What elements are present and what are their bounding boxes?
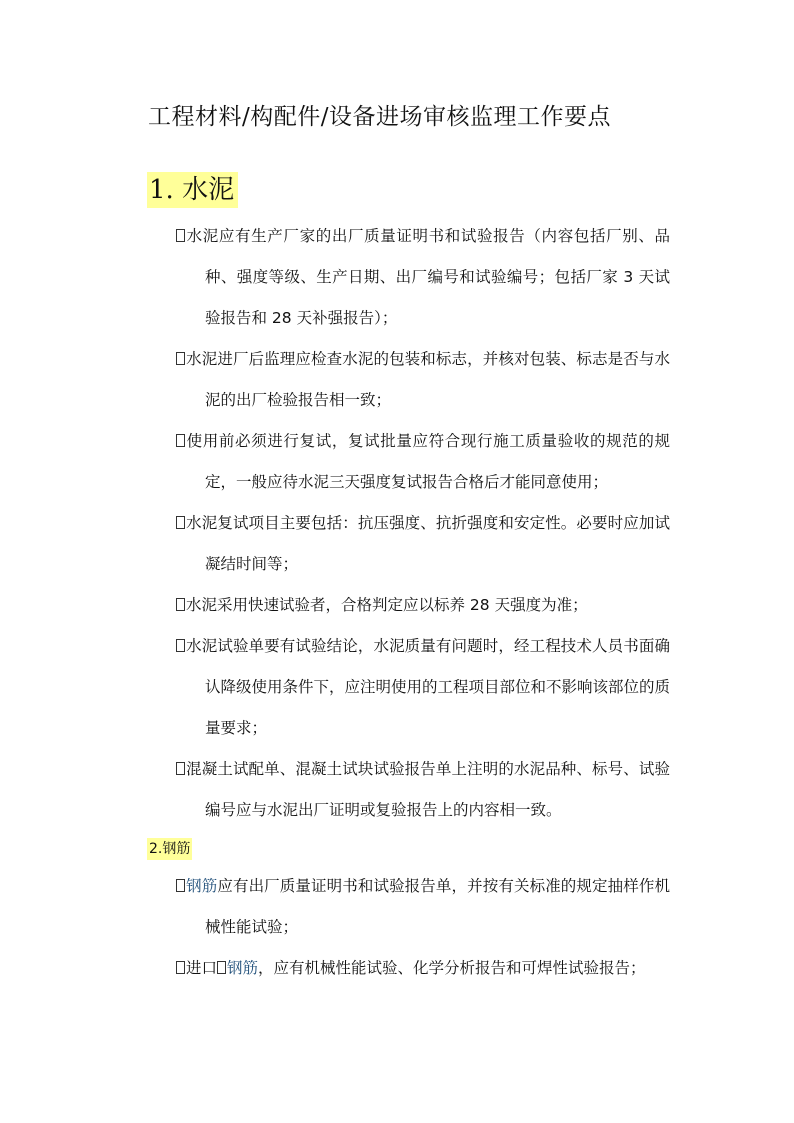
checkbox-icon [176, 598, 185, 611]
section-heading-cement: 1. 水泥 [147, 172, 238, 208]
checkbox-icon [176, 434, 185, 447]
steel-keyword-link[interactable]: 钢筋 [186, 877, 218, 895]
section-heading-steel: 2.钢筋 [147, 838, 192, 860]
list-item [176, 948, 670, 989]
checkbox-icon [217, 961, 226, 974]
checkbox-icon [176, 516, 185, 529]
list-item-text: 水泥进厂后监理应检查水泥的包装和标志，并核对包装、标志是否与水泥的出厂检验报告相一致； [186, 350, 670, 409]
checkbox-icon [176, 961, 185, 974]
checkbox-icon [176, 879, 185, 892]
list-item [176, 503, 670, 585]
list-item [176, 585, 670, 626]
list-item-text: 水泥试验单要有试验结论，水泥质量有问题时，经工程技术人员书面确认降级使用条件下，应注明使用的工程项目部位和不影响该部位的质量要求； [186, 637, 671, 737]
list-item-text: 水泥复试项目主要包括：抗压强度、抗折强度和安定性。必要时应加试凝结时间等； [186, 514, 670, 573]
list-item-text: 使用前必须进行复试，复试批量应符合现行施工质量验收的规范的规定，一般应待水泥三天强度复试报告合格后才能同意使用； [186, 432, 670, 491]
list-item [176, 626, 670, 749]
list-item-prefix: 进口 [186, 959, 218, 977]
list-item [176, 866, 670, 948]
list-item [176, 421, 670, 503]
list-item-text: 水泥采用快速试验者，合格判定应以标养 28 天强度为准； [186, 596, 588, 614]
cement-requirements-list [176, 216, 670, 831]
page-title: 工程材料/构配件/设备进场审核监理工作要点 [148, 104, 611, 130]
list-item-text: 应有出厂质量证明书和试验报告单，并按有关标准的规定抽样作机械性能试验； [205, 877, 670, 936]
checkbox-icon [176, 762, 185, 775]
steel-requirements-list [176, 866, 670, 989]
list-item-text: 水泥应有生产厂家的出厂质量证明书和试验报告（内容包括厂别、品种、强度等级、生产日期、出厂编号和试验编号；包括厂家 3 天试验报告和 28 天补强报告）； [186, 227, 670, 327]
checkbox-icon [176, 639, 185, 652]
list-item [176, 749, 670, 831]
checkbox-icon [176, 229, 185, 242]
list-item-text: ，应有机械性能试验、化学分析报告和可焊性试验报告； [258, 959, 646, 977]
checkbox-icon [176, 352, 185, 365]
list-item [176, 216, 670, 339]
list-item [176, 339, 670, 421]
steel-keyword-link[interactable]: 钢筋 [227, 959, 259, 977]
list-item-text: 混凝土试配单、混凝土试块试验报告单上注明的水泥品种、标号、试验编号应与水泥出厂证明或复验报告上的内容相一致。 [186, 760, 670, 819]
